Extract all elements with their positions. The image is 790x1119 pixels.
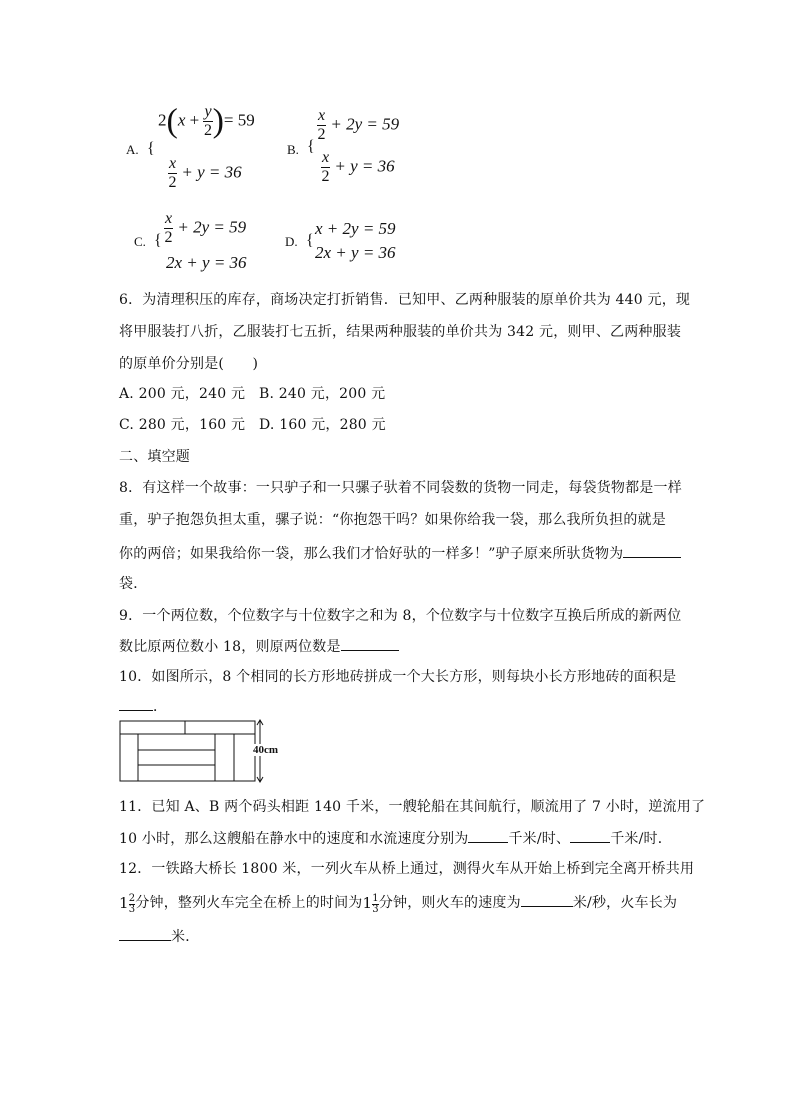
question-10-line-1: 10．如图所示，8 个相同的长方形地砖拼成一个大长方形，则每块小长方形地砖的面积是 bbox=[119, 669, 677, 685]
question-6-option-a: A. 200 元，240 元 bbox=[119, 386, 246, 402]
figure-height-label: 40cm bbox=[253, 744, 279, 756]
question-8-line-2: 重，驴子抱怨负担太重，骡子说：“你抱怨干吗？如果你给我一袋，那么我所负担的就是 bbox=[119, 512, 666, 528]
option-d-eq1: x + 2y = 59 bbox=[315, 219, 396, 238]
option-a-eq1: 2(x + $\frac{y}{2}$ )= 59 bbox=[158, 102, 255, 140]
question-9-line-2: 数比原两位数小 18，则原两位数是 bbox=[119, 636, 399, 657]
question-11-line-1: 11．已知 A、B 两个码头相距 140 千米，一艘轮船在其间航行，顺流用了 7 小时，逆流用了 bbox=[119, 799, 706, 815]
answer-blank[interactable] bbox=[521, 892, 573, 907]
mixed-number-1: 1 $\frac{2}{3}$ bbox=[119, 892, 136, 915]
question-8-line-1: 8．有这样一个故事：一只驴子和一只骡子驮着不同袋数的货物一同走，每袋货物都是一样 bbox=[119, 480, 682, 496]
outer-rectangle bbox=[120, 721, 255, 781]
answer-blank[interactable] bbox=[623, 543, 681, 558]
question-10-line-2: ． bbox=[119, 696, 167, 717]
brace: { bbox=[147, 140, 155, 157]
option-c-eq2: 2x + y = 36 bbox=[166, 253, 247, 272]
brace: { bbox=[154, 232, 162, 249]
brace: { bbox=[306, 232, 314, 249]
option-d-label: D. bbox=[285, 234, 298, 249]
option-b-label: B. bbox=[287, 142, 299, 157]
option-b-eq1: $\frac{x}{2}$ + 2y = 59 bbox=[317, 107, 400, 143]
option-d-eq2: 2x + y = 36 bbox=[315, 243, 396, 262]
answer-blank[interactable] bbox=[119, 926, 171, 941]
question-12-line-3: 米． bbox=[119, 926, 199, 947]
question-6-option-b: B. 240 元，200 元 bbox=[259, 386, 386, 402]
question-8-line-3: 你的两倍；如果我给你一袋，那么我们才恰好驮的一样多！”驴子原来所驮货物为 bbox=[119, 543, 681, 564]
answer-blank[interactable] bbox=[341, 636, 399, 651]
answer-blank[interactable] bbox=[468, 828, 508, 843]
question-12-line-2: 1 $\frac{2}{3}$ 分钟，整列火车完全在桥上的时间为1 $\frac{1}{3}$ 分钟，则火车的速度为 米/秒，火车长为 bbox=[119, 890, 677, 916]
brace: { bbox=[307, 138, 315, 155]
question-12-line-1: 12．一铁路大桥长 1800 米，一列火车从桥上通过，测得火车从开始上桥到完全离开桥共用 bbox=[119, 861, 695, 877]
question-9-line-1: 9．一个两位数，个位数字与十位数字之和为 8，个位数字与十位数字互换后所成的新两位 bbox=[119, 608, 682, 624]
answer-blank[interactable] bbox=[119, 696, 153, 711]
option-b-eq2: $\frac{x}{2}$ + y = 36 bbox=[321, 149, 395, 185]
answer-blank[interactable] bbox=[570, 828, 610, 843]
section-heading: 二、填空题 bbox=[119, 449, 190, 465]
question-6-option-d: D. 160 元，280 元 bbox=[259, 417, 386, 433]
option-c-eq1: $\frac{x}{2}$ + 2y = 59 bbox=[164, 210, 247, 246]
tile-figure bbox=[119, 716, 291, 786]
mixed-number-2: 1 $\frac{1}{3}$ bbox=[362, 892, 379, 915]
option-a-eq2: $\frac{x}{2}$ + y = 36 bbox=[168, 155, 242, 191]
question-6-line-1: 6．为清理积压的库存，商场决定打折销售．已知甲、乙两种服装的原单价共为 440 元，现 bbox=[119, 292, 691, 308]
question-6-option-c: C. 280 元，160 元 bbox=[119, 417, 246, 433]
question-6-line-2: 将甲服装打八折，乙服装打七五折，结果两种服装的单价共为 342 元，则甲、乙两种服装 bbox=[119, 324, 682, 340]
option-a-label: A. bbox=[126, 142, 139, 157]
option-c-label: C. bbox=[134, 234, 146, 249]
question-11-line-2: 10 小时，那么这艘船在静水中的速度和水流速度分别为 千米/时、 千米/时． bbox=[119, 828, 672, 849]
question-6-line-3: 的原单价分别是( ) bbox=[119, 356, 259, 372]
question-8-line-4: 袋． bbox=[119, 576, 148, 592]
